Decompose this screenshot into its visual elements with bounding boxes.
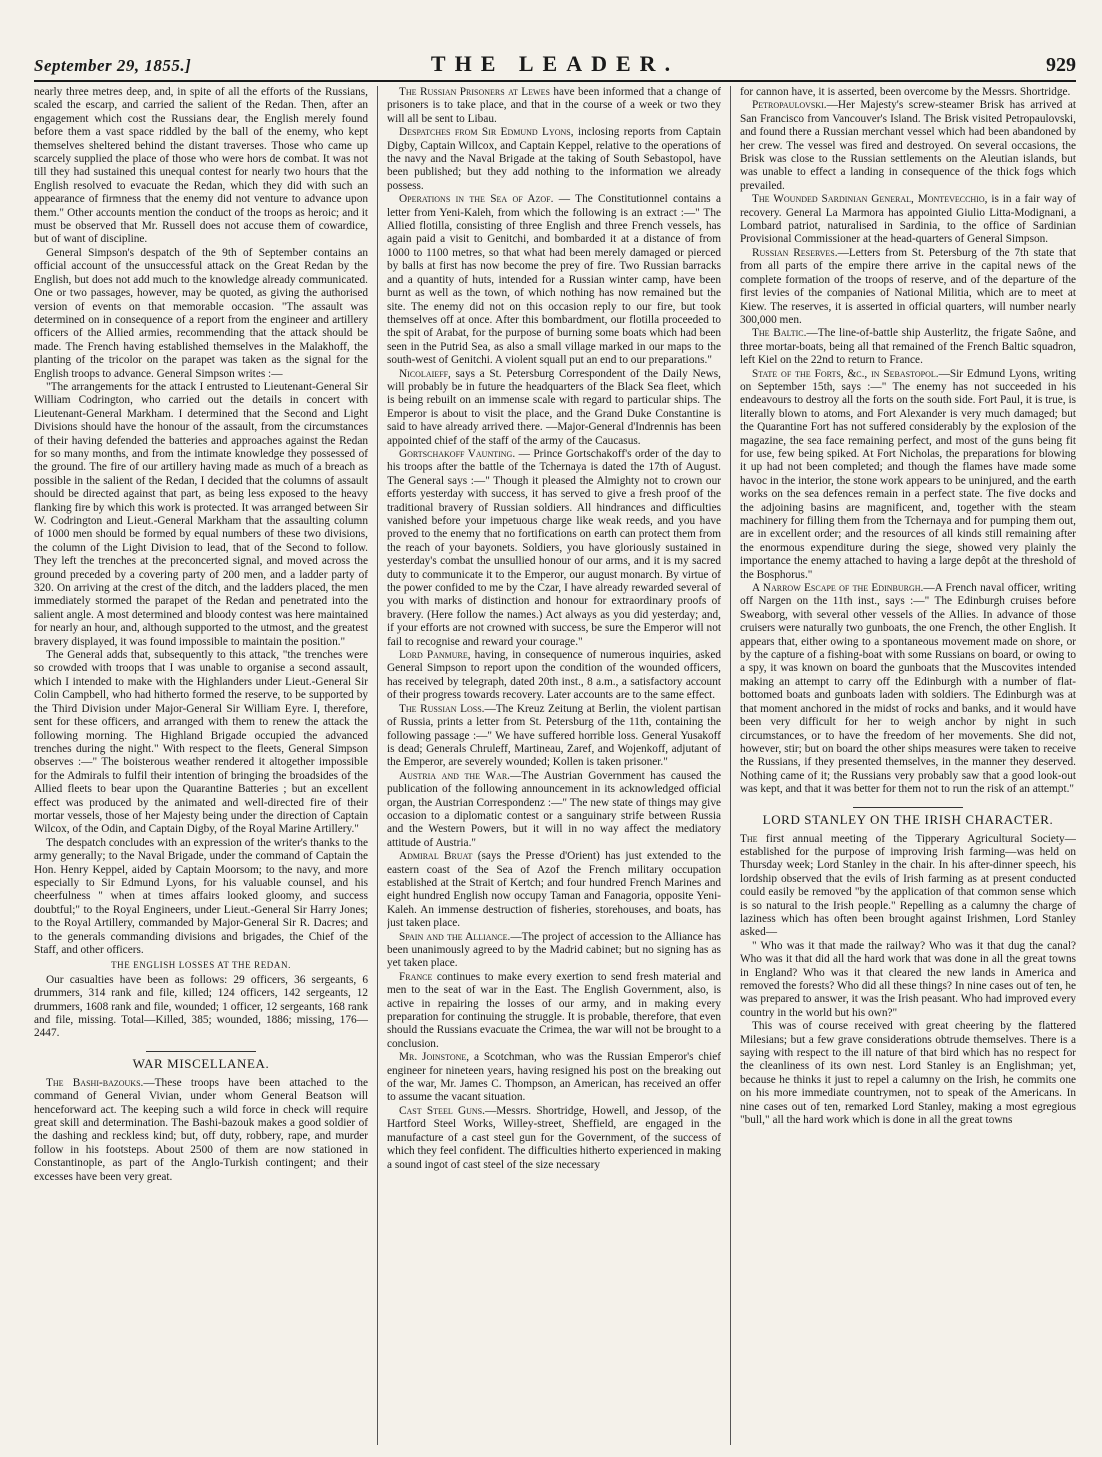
article bbox=[387, 448, 721, 649]
lead-in: Austria and the War. bbox=[399, 769, 510, 782]
article-text: continues to make every exertion to send fresh material and men to the seat of war in the East. The English Government, also, is active in repairing the losses of our army, and in making every preparation for continuing the struggle. It is probable, therefore, that even should the Russians evacuate the Crimea, the war will not be brought to a conclusion. bbox=[387, 970, 721, 1050]
lead-in: Spain and the Alliance. bbox=[399, 930, 511, 943]
page-number: 929 bbox=[1046, 54, 1076, 76]
article-text: inclosing reports from Captain Digby, Captain Willcox, and Captain Keppel, relative to the operations of the navy and the Naval Brigade at the taking of South Sebastopol, have been published; but they add nothing to the information we already possess. bbox=[387, 126, 721, 192]
lead-in: Despatches from Sir Edmund Lyons, bbox=[399, 126, 574, 139]
article-text: having, in consequence of numerous inquiries, asked General Simpson to report upon the condition of the wounded officers, has received by telegraph, dated 20th inst., 8 a.m., a satisfactory account of their progress towards recovery. Later accounts are to the same effect. bbox=[387, 649, 721, 702]
paragraph: This was of course received with great cheering by the flattered Milesians; but a few grave considerations obtrude themselves. There is a saying with respect to the ill nature of that bird which has no respect for the cleanliness of its own nest. Lord Stanley is an Englishman; yet, because he thinks it just to repel a calumny on the Irish, he commits one on his more immediate countrymen, not to speak of the Americans. In nine cases out of ten, remarked Lord Stanley, making a most egregious "bull," all the hard work which is done in all the great towns bbox=[740, 1020, 1076, 1127]
article bbox=[740, 582, 1076, 797]
article-text: —The Kreuz Zeitung at Berlin, the violent partisan of Russia, prints a letter from St. Petersburg of the 11th, containing the following passage :—" We have suffered horrible loss. General Yusakoff is dead; Generals Chruleff, Martineau, Zaref, and Wojenkoff, adjutant of the Emperor, are severely wounded; Kollen is taken prisoner." bbox=[387, 702, 721, 769]
lead-in: Gortschakoff Vaunting. bbox=[399, 447, 516, 460]
lead-in: Nicolaieff, bbox=[399, 367, 451, 380]
article-text: says a St. Petersburg Correspondent of the Daily News, will probably be in future the headquarters of the Black Sea fleet, which is being rebuilt on an immense scale with regard to particular ships. The Emperor is about to visit the place, and the Grand Duke Constantine is said to have already arrived there. —Major-General d'Indrennis has been appointed chief of the staff of the army of the Caucasus. bbox=[387, 367, 721, 447]
paragraph bbox=[34, 1077, 368, 1184]
lead-in: State of the Forts, &c., in Sebastopol. bbox=[752, 367, 939, 380]
lead-in: Admiral Bruat bbox=[399, 850, 473, 863]
lead-in: The Wounded Sardinian General, Montevecchio, bbox=[752, 193, 988, 206]
lead-in: Operations in the Sea of Azof. bbox=[399, 193, 554, 206]
article bbox=[740, 833, 1076, 940]
lead-in: Lord Panmure, bbox=[399, 649, 471, 662]
article bbox=[387, 931, 721, 971]
article bbox=[387, 126, 721, 193]
paragraph: Our casualties have been as follows: 29 officers, 36 sergeants, 6 drummers, 314 rank and file, killed; 124 officers, 142 sergeants, 12 drummers, 1608 rank and file, wounded; 1 officer, 12 sergeants, 168 rank and file, missing. Total—Killed, 385; wounded, 1886; missing, 176—2447. bbox=[34, 973, 368, 1040]
article bbox=[387, 1051, 721, 1105]
lead-in: A Narrow Escape of the Edinburgh. bbox=[752, 582, 924, 595]
article bbox=[387, 649, 721, 703]
article bbox=[387, 86, 721, 126]
article-text: —The project of accession to the Alliance has been unanimously agreed to by the Madrid cabinet; but no signing has as yet taken place. bbox=[387, 930, 721, 970]
article-text: (says the Presse d'Orient) has just extended to the eastern coast of the Sea of Azof the French military occupation established at the Strait of Kertch; and four hundred French Marines and eight hundred English now occupy Taman and Fanagoria, opposite Yeni-Kaleh. An immense destruction of fisheries, storehouses, and boats, has just taken place. bbox=[387, 850, 721, 930]
lead-in: The bbox=[740, 832, 758, 845]
article-text: —Her Majesty's screw-steamer Brisk has arrived at San Francisco from Vancouver's Island. The Brisk visited Petropaulovski, and found there a Russian merchant vessel which had been abandoned by her crew. The vessel was fired and destroyed. On several occasions, the Brisk was close to the Russian settlements on the Aleutian islands, but was unable to effect a landing in consequence of the thick fogs which prevailed. bbox=[740, 99, 1076, 192]
article-text: — The Constitutionnel contains a letter from Yeni-Kaleh, from which the following is an extract :—" The Allied flotilla, consisting of three English and three French vessels, has again paid a visit to Genitchi, and bombarded it at a distance of from 1000 to 1100 metres, so that what had been merely damaged or pierced by balls at first has now become the prey of fire. Two Russian barracks and a quantity of huts, intended for a Russian winter camp, have been burnt as well as the town, of which nothing has now remained but the site. The enemy did not on this occasion reply to our fire, but took themselves off at once. After this bombardment, our flotilla proceeded to the spit of Arabat, for the purpose of burning some boats which had been seen in the Putrid Sea, as also a small village marked in our maps to the south-west of Genitchi. A violent squall put an end to our preparations." bbox=[387, 193, 721, 367]
article-text: —Messrs. Shortridge, Howell, and Jessop, of the Hartford Steel Works, Willey-street, Sheffield, are engaged in the manufacture of a cast steel gun for the Government, of the success of which they feel confident. The difficulties hitherto experienced in making a sound ingot of cast steel of the size necessary bbox=[387, 1104, 721, 1171]
lead-in: The Bashi-bazouks. bbox=[46, 1076, 144, 1089]
article-text: —The Austrian Government has caused the publication of the following announcement in its acknowledged official organ, the Austrian Correspondenz :—" The new state of things may give occasion to a diplomatic contest or a sanguinary strife between Russia and the Western Powers, but it will in no way affect the mediatory attitude of Austria." bbox=[387, 769, 721, 849]
article bbox=[740, 99, 1076, 193]
article-text: is in a fair way of recovery. General La Marmora has appointed Giulio Litta-Modignani, a Lombard patriot, naturalised in Sardinia, to the office of Sardinian Provisional Commissioner at the head-quarters of General Simpson. bbox=[740, 193, 1076, 246]
section-heading-war-miscellanea: WAR MISCELLANEA. bbox=[132, 1055, 270, 1071]
subheading-losses: THE ENGLISH LOSSES AT THE REDAN. bbox=[111, 960, 291, 971]
lead-in: The Russian Loss. bbox=[399, 702, 485, 715]
article-text: — Prince Gortschakoff's order of the day to his troops after the battle of the Tchernaya is dated the 17th of August. The General says :—" Though it pleased the Almighty not to crown our efforts yesterday with success, it has served to give a fresh proof of the traditional bravery of Russian soldiers. All hindrances and difficulties vanished before your impetuous charge like weak reeds, and you have proved to the enemy that no fortifications on earth can protect them from the reach of your bayonets. Soldiers, you have gloriously sustained in yesterday's combat the unsullied honour of our arms, and it is my sacred duty to communicate it to the Emperor, our august monarch. By virtue of the power confided to me by the Czar, I have already rewarded several of you with marks of distinction and honour for extraordinary proofs of bravery. (Here follow the names.) Act always as you did yesterday; and, if your efforts are not crowned with success, be sure the Emperor will not fail to recognise and reward your courage." bbox=[387, 447, 721, 648]
paragraph-text: —These troops have been attached to the command of General Vivian, under whom General Beatson will henceforward act. The keeping such a wild force in check will require great skill and determination. The Bashi-bazouk makes a good soldier of the dashing and reckless kind; but, off duty, robbery, rape, and murder follow in his footsteps. About 2500 of them are now stationed in Constantinople, as part of the Anglo-Turkish contingent; and their excesses have been very great. bbox=[34, 1076, 368, 1183]
article bbox=[387, 368, 721, 448]
article bbox=[740, 247, 1076, 327]
divider bbox=[146, 1051, 256, 1052]
column-rule-2 bbox=[730, 86, 731, 1445]
article bbox=[740, 193, 1076, 247]
column-2 bbox=[387, 86, 721, 1445]
lead-in: Mr. Joinstone, bbox=[399, 1051, 470, 1064]
article bbox=[740, 368, 1076, 583]
paragraph: The despatch concludes with an expression of the writer's thanks to the army generally; to the Naval Brigade, under the command of Captain the Hon. Henry Keppel, aided by Captain Moorsom; to the navy, and more especially to Sir Edmund Lyons, for his valuable counsel, and his cheerfulness " when at times affairs looked gloomy, and success doubtful;" to the Royal Engineers, under Lieut.-General Sir Harry Jones; to the Royal Artillery, commanded by Major-General Sir R. Dacres; and to the generals commanding divisions and brigades, the Chief of the Staff, and other officers. bbox=[34, 836, 368, 956]
article-text: —A French naval officer, writing off Nargen on the 11th inst., says :—" The Edinburgh cruises before Sweaborg, with several other vessels of the Allies. In advance of those cruisers were naturally two gunboats, the one French, the other English. It appears that, either owing to a spontaneous movement made on shore, or by the capture of a fishing-boat with some Russians on board, or owing to a spy, it was known on board the gunboats that the Muscovites intended making an attempt to carry off the Edinburgh with a number of flat-bottomed boats and gunboats laden with soldiers. The Edinburgh was at that moment anchored in the midst of rocks and banks, and it would have been very difficult for her to weigh anchor by night in such circumstances, or to have the freedom of her movements. She did not, however, stir; but on board the other ships measures were taken to receive the Russians, if they presented themselves, in the manner they deserved. Nothing came of it; the Russians very probably saw that a good look-out was kept, and that it was better for them not to run the risk of an attempt." bbox=[740, 582, 1076, 796]
article bbox=[387, 193, 721, 367]
divider bbox=[853, 807, 963, 808]
masthead bbox=[34, 52, 1076, 82]
lead-in: Cast Steel Guns. bbox=[399, 1104, 485, 1117]
paragraph: nearly three metres deep, and, in spite of all the efforts of the Russians, scaled the escarp, and carried the salient of the Redan. Then, after an engagement which cost the Russians dear, the English merely found before them a vast space riddled by the ball of the enemy, who kept themselves sheltered behind the distant traverses. Those who came up scarcely supplied the place of those who were hors de combat. It was not till they had sustained this unequal contest for nearly two hours that the English resolved to evacuate the Redan, which they did with such an appearance of firmness that the enemy did not venture to advance upon them." Other accounts mention the conduct of the troops as heroic; and it must be observed that Mr. Russell does not accuse them of cowardice, but of want of discipline. bbox=[34, 86, 368, 246]
article bbox=[740, 327, 1076, 367]
lead-in: France bbox=[399, 970, 433, 983]
article bbox=[387, 971, 721, 1051]
article bbox=[387, 1105, 721, 1172]
article-text: first annual meeting of the Tipperary Agricultural Society—established for the purpose of improving Irish farming—was held on Thursday week; Lord Stanley in the chair. In his after-dinner speech, his lordship observed that the evils of Irish farming as at present conducted could easily be removed "by the application of that common sense which is so natural to the Irish people." Repelling as a calumny the charge of laziness which has often been brought against Irishmen, Lord Stanley asked— bbox=[740, 832, 1076, 939]
column-1 bbox=[34, 86, 368, 1445]
issue-date: September 29, 1855.] bbox=[34, 56, 192, 75]
article-text: a Scotchman, who was the Russian Emperor's chief engineer for nineteen years, having resigned his post on the breaking out of the war, Mr. James C. Thompson, an American, has received an offer to assume the vacant situation. bbox=[387, 1051, 721, 1104]
paragraph: for cannon have, it is asserted, been overcome by the Messrs. Shortridge. bbox=[740, 86, 1071, 98]
newspaper-title: THE LEADER. bbox=[430, 51, 680, 76]
paragraph: The General adds that, subsequently to this attack, "the trenches were so crowded with troops that I was unable to organise a second assault, which I intended to make with the Highlanders under Lieut.-General Sir Colin Campbell, who had hitherto formed the reserve, to be supported by the Third Division under Major-General Sir William Eyre. I, therefore, sent for these officers, and arranged with them to renew the attack the following morning. The Highland Brigade occupied the advanced trenches during the night." With respect to the fleets, General Simpson observes :—" The boisterous weather rendered it altogether impossible for the Admirals to fulfil their intention of bringing the broadsides of the Allied fleets to bear upon the Quarantine Batteries ; but an excellent effect was produced by the animated and well-directed fire of their mortar vessels, those of her Majesty being under the direction of Captain Wilcox, of the Odin, and Captain Digby, of the Royal Marine Artillery." bbox=[34, 649, 368, 836]
article-text: —Sir Edmund Lyons, writing on September 15th, says :—" The enemy has not succeeded in his endeavours to destroy all the forts on the south side. Fort Paul, it is true, is literally blown to atoms, and Fort Alexander is very much damaged; but the Quarantine Fort has not suffered considerably by the explosion of the magazine, the sea face remaining perfect, and most of the guns being fit for use, few being spiked. At Fort Nicholas, the preparations for blowing it up had not been completed; and though the flames have made some havoc in the interior, the stone work appears to be uninjured, and the earth works on the sea defences remain in a perfect state. The five docks and the adjoining basins are magnificent, and, together with the steam machinery for filling them from the Tchernaya and for pumping them out, are in excellent order; and the resources of all kinds still remaining after the enormous expenditure during the siege, showed very plainly the importance the enemy attached to having a large depôt at the threshold of the Bosphorus." bbox=[740, 367, 1076, 581]
lead-in: Russian Reserves. bbox=[752, 246, 838, 259]
column-rule-1 bbox=[377, 86, 378, 1445]
lead-in: The Russian Prisoners at Lewes bbox=[399, 86, 550, 98]
article-text: have been informed that a change of prisoners is to take place, and that in the course of a week or two they will all be sent to Libau. bbox=[387, 86, 721, 125]
article bbox=[387, 770, 721, 850]
lead-in: The Baltic. bbox=[752, 327, 807, 340]
lead-in: Petropaulovski. bbox=[752, 99, 827, 112]
article-text: —Letters from St. Petersburg of the 7th state that from all parts of the empire there arrive in the capital news of the complete formation of the troops of reserve, and of the departure of the first levies of the companies of National Militia, which are to meet at Kiew. The reserves, it is asserted in official quarters, will number nearly 300,000 men. bbox=[740, 246, 1076, 326]
section-heading-lord-stanley: LORD STANLEY ON THE IRISH CHARACTER. bbox=[762, 811, 1054, 827]
article bbox=[387, 703, 721, 770]
quoted-speech: " Who was it that made the railway? Who was it that dug the canal? Who was it that did all the hard work that was done in all the great towns in England? Who was it that cleared the new lands in America and removed the forests? Who did all these things? In nine cases out of ten, he was prepared to answer, it was the Irish peasant. Who had improved every country in the world but his own?" bbox=[740, 939, 1076, 1019]
column-3 bbox=[740, 86, 1076, 1445]
article bbox=[387, 850, 721, 930]
columns bbox=[34, 86, 1076, 1445]
article-text: —The line-of-battle ship Austerlitz, the frigate Saône, and three mortar-boats, being all that remained of the French Baltic squadron, left Kiel on the 22nd to return to France. bbox=[740, 327, 1076, 367]
paragraph: General Simpson's despatch of the 9th of September contains an official account of the unsuccessful attack on the Great Redan by the English, but does not add much to the knowledge already communicated. One or two passages, however, may be quoted, as giving the authorised version of events on that memorable occasion. "The assault was determined on in consequence of a report from the engineer and artillery officers of the Allied armies, recommending that the attack should be made. The French having established themselves in the Malakhoff, the planting of the tricolor on the parapet was taken as the signal for the English troops to advance. General Simpson writes :— bbox=[34, 246, 368, 380]
quoted-despatch: "The arrangements for the attack I entrusted to Lieutenant-General Sir William Codrington, who carried out the details in concert with Lieutenant-General Markham. I determined that the Second and Light Divisions should have the honour of the assault, from the circumstances of their having defended the batteries and approaches against the Redan for so many months, and from the intimate knowledge they possessed of the ground. The fire of our artillery having made as much of a breach as possible in the salient of the Redan, I decided that the columns of assault should be directed against that part, as being less exposed to the heavy flanking fire by which this work is protected. It was arranged between Sir W. Codrington and Lieut.-General Markham that the assaulting column of 1000 men should be formed by equal numbers of these two divisions, the column of the Light Division to lead, that of the Second to follow. They left the trenches at the preconcerted signal, and moved across the ground preceded by a covering party of 200 men, and a ladder party of 320. On arriving at the crest of the ditch, and the ladders placed, the men immediately stormed the parapet of the Redan and penetrated into the salient angle. A most determined and bloody contest was here maintained for nearly an hour, and, although supported to the utmost, and the greatest bravery displayed, it was found impossible to maintain the position." bbox=[34, 380, 368, 648]
